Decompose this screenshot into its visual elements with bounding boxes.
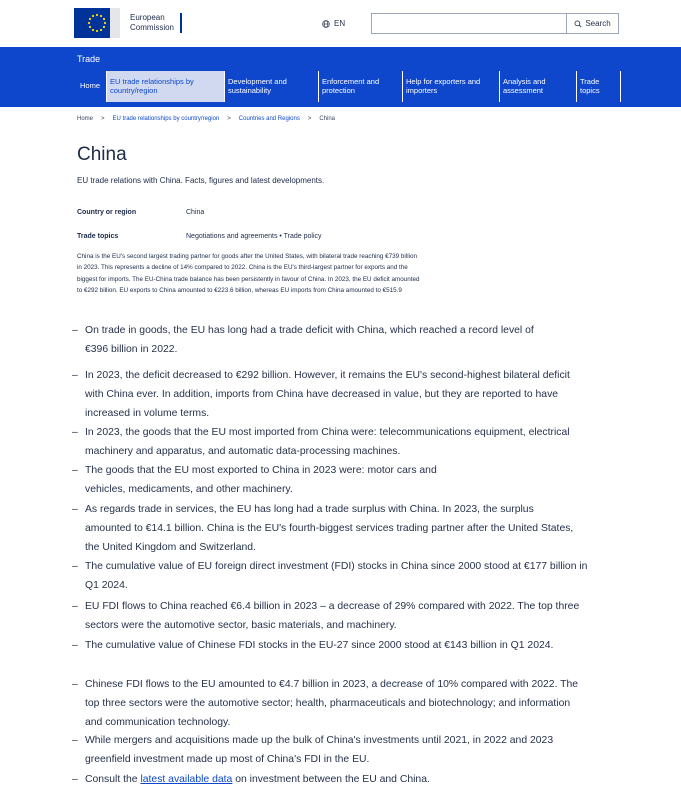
latest-data-link[interactable]: latest available data (140, 774, 233, 785)
breadcrumb-countries[interactable]: Countries and Regions (238, 116, 300, 122)
list-item-text: As regards trade in services, the EU has long had a trade surplus with China. In 2023, the surplus amounted to €14.1 billion. China is the EU's fourth-biggest services trading partner after the United States, the United Kingdom and Switzerland. (85, 504, 574, 553)
dash-icon: – (72, 370, 78, 381)
search-box (371, 13, 619, 34)
search-button[interactable] (566, 14, 618, 33)
list-item-text-post: , the EU has long had a trade deficit with China, which reached a record level of (167, 325, 534, 336)
page-subtitle: EU trade relations with China. Facts, figures and latest developments. (77, 176, 325, 185)
nav-menu (77, 71, 621, 102)
list-item-text: Chinese FDI flows to the EU amounted to €4.7 billion in 2023, a decrease of 10% compared with 2022. The top three sectors were the automotive sector; health, pharmaceuticals and biotechnology; and information and communication technology. (85, 679, 579, 728)
ec-logo[interactable] (74, 6, 182, 40)
nav-item-home[interactable] (77, 71, 107, 102)
nav-item-label: EU trade relationships by country/region (110, 77, 194, 95)
dash-icon: – (72, 640, 78, 651)
list-item (72, 597, 602, 635)
breadcrumb-home[interactable]: Home (77, 116, 94, 122)
dash-icon: – (72, 325, 78, 336)
nav-item-label: Enforcement and protection (322, 77, 380, 95)
dash-icon: – (72, 601, 78, 612)
list-item-text-post: on investment between the EU and China. (232, 774, 430, 785)
breadcrumb-eu-trade[interactable]: EU trade relationships by country/region (112, 116, 220, 122)
search-icon (574, 20, 582, 28)
list-item (72, 321, 592, 359)
list-item-text: The cumulative value of Chinese FDI stocks in the EU-27 since 2000 stood at €143 billion in Q1 2024. (85, 640, 554, 651)
dash-icon: – (72, 504, 78, 515)
nav-item-eu-trade-relationships[interactable] (107, 71, 225, 102)
dash-icon: – (72, 427, 78, 438)
site-header (0, 0, 681, 47)
nav-item-label: Help for exporters and importers (406, 77, 481, 95)
eu-flag-icon (74, 8, 120, 38)
language-label: EN (334, 19, 346, 28)
list-item (72, 557, 602, 595)
logo-line2: Commission (130, 23, 175, 32)
list-item (72, 366, 602, 423)
nav-item-label: Trade topics (580, 77, 600, 95)
nav-item-label: Development and sustainability (228, 77, 287, 95)
chevron-right-icon: > (101, 116, 105, 122)
logo-line1: European (130, 13, 165, 22)
list-item-text: While mergers and acquisitions made up the bulk of China's investments until 2021, in 2022 and 2023 greenfield investment made up most of China's FDI in the EU. (85, 735, 554, 765)
globe-icon (322, 20, 330, 28)
list-item-text: The goods that the EU most exported to China in 2023 were: motor cars and vehicles, medicaments, and other machinery. (85, 465, 437, 495)
chevron-right-icon: > (307, 116, 312, 122)
dash-icon: – (72, 774, 78, 785)
summary-paragraph: China is the EU's second largest trading partner for goods after the United States, with bilateral trade reaching €739 billion in 2023. This represents a decline of 14% compared to 2022. China is the EU's third-largest partner for exports and the biggest for imports. The EU-China trade balance has been persistently in favour of China. In 2023, the EU deficit amounted to €292 billion. EU exports to China amounted to €223.6 billion, whereas EU imports from China amounted to €515.9 (77, 253, 420, 295)
facts-list (0, 325, 681, 791)
search-input[interactable] (372, 14, 567, 33)
dash-icon: – (72, 735, 78, 746)
topics-value[interactable]: Negotiations and agreements • Trade policy (186, 233, 322, 240)
list-item (72, 731, 602, 769)
nav-item-enforcement[interactable] (319, 71, 403, 102)
breadcrumb-current: China (319, 116, 336, 122)
country-label: Country or region (77, 209, 137, 216)
nav-item-development[interactable] (225, 71, 319, 102)
list-item-text (85, 770, 602, 789)
dash-icon: – (72, 679, 78, 690)
list-item-text-pre: On (85, 325, 102, 336)
list-item (72, 500, 602, 557)
list-item (72, 675, 602, 732)
main-navigation (0, 47, 681, 107)
language-selector[interactable] (322, 19, 345, 28)
list-item (72, 461, 602, 499)
site-section-title[interactable]: Trade (77, 54, 101, 64)
list-item-text-line2: €396 billion in 2022. (85, 344, 178, 355)
nav-item-trade-topics[interactable] (577, 71, 621, 102)
list-item-text (85, 321, 592, 359)
list-item-text: In 2023, the goods that the EU most imported from China were: telecommunications equipment, electrical machinery and apparatus, and automatic data-processing machines. (85, 427, 570, 457)
logo-text (130, 13, 182, 33)
list-item (72, 636, 602, 655)
nav-item-analysis[interactable] (500, 71, 577, 102)
search-button-label: Search (585, 19, 611, 28)
list-item-text: EU FDI flows to China reached €6.4 billion in 2023 – a decrease of 29% compared with 2022. The top three sectors were the automotive sector, basic materials, and machinery. (85, 601, 580, 631)
list-item-text: In 2023, the deficit decreased to €292 billion. However, it remains the EU's second-highest bilateral deficit with China ever. In addition, imports from China have decreased in value, but they are reported to have increased in volume terms. (85, 370, 570, 419)
list-item (72, 423, 602, 461)
nav-item-label: Home (80, 81, 101, 90)
breadcrumb (77, 116, 335, 122)
dash-icon: – (72, 465, 78, 476)
country-value: China (186, 209, 205, 216)
dash-icon: – (72, 561, 78, 572)
topics-label: Trade topics (77, 233, 119, 240)
chevron-right-icon: > (227, 116, 231, 122)
trade-in-goods-link[interactable]: trade in goods (101, 325, 168, 336)
page-title: China (77, 144, 127, 165)
list-item (72, 770, 602, 789)
list-item-text: The cumulative value of EU foreign direct investment (FDI) stocks in China since 2000 stood at €177 billion in Q1 2024. (85, 561, 588, 591)
list-item-text-pre: Consult the (85, 774, 141, 785)
nav-item-label: Analysis and assessment (503, 77, 546, 95)
nav-item-help-exporters[interactable] (403, 71, 500, 102)
